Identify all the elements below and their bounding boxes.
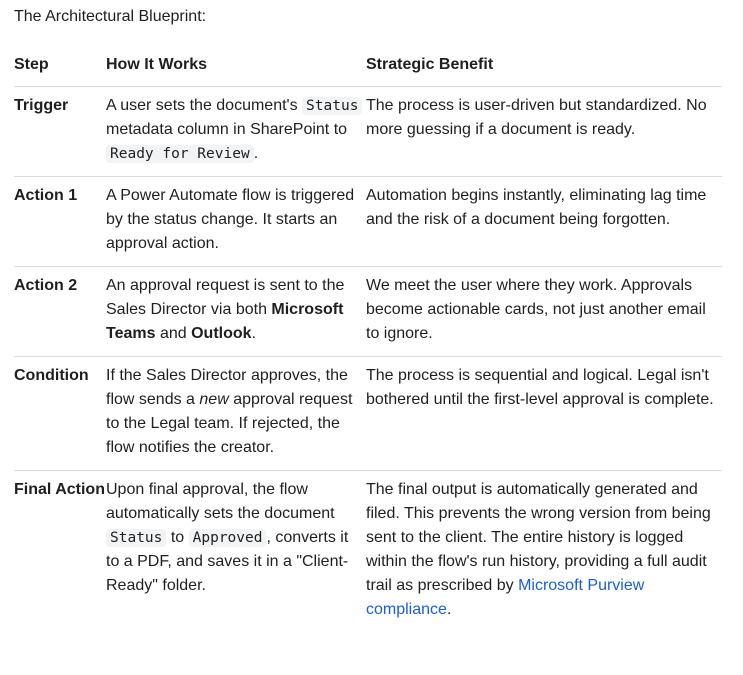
section-heading: The Architectural Blueprint:: [14, 8, 207, 25]
how-text: .: [253, 145, 259, 162]
how-text: and: [155, 325, 192, 342]
how-cell: [106, 357, 366, 471]
benefit-cell: The process is sequential and logical. Legal isn't bothered until the first-level approval is complete.: [366, 357, 722, 471]
bold-microsoft-teams: Microsoft Teams: [106, 301, 344, 342]
how-cell: A Power Automate flow is triggered by the status change. It starts an approval action.: [106, 177, 366, 267]
table-row: [14, 87, 722, 177]
step-cell: Condition: [14, 357, 106, 471]
how-cell: [106, 471, 366, 633]
how-text: , converts it to a PDF, and saves it in a "Client-Ready" folder.: [106, 529, 349, 594]
benefit-cell: We meet the user where they work. Approvals become actionable cards, not just another email to ignore.: [366, 267, 722, 357]
benefit-cell: The process is user-driven but standardized. No more guessing if a document is ready.: [366, 87, 722, 177]
step-cell: Trigger: [14, 87, 106, 177]
how-cell: [106, 87, 366, 177]
header-step: Step: [14, 56, 49, 73]
bold-outlook: Outlook: [191, 325, 252, 342]
step-cell: Action 2: [14, 267, 106, 357]
step-cell: Final Action: [14, 471, 106, 633]
code-ready-for-review: Ready for Review: [106, 145, 254, 163]
benefit-cell: [366, 471, 722, 633]
benefit-text: .: [446, 601, 452, 618]
how-text: metadata column in SharePoint to: [106, 121, 348, 138]
code-status: Status: [106, 529, 166, 547]
code-approved: Approved: [189, 529, 267, 547]
code-status: Status: [302, 97, 362, 115]
how-text: An approval request is sent to the Sales Director via both: [106, 277, 345, 318]
how-text: to: [166, 529, 189, 546]
how-text: .: [251, 325, 256, 342]
purview-compliance-link[interactable]: Microsoft Purview compliance: [366, 577, 645, 618]
how-text: If the Sales Director approves, the flow sends a: [106, 367, 348, 408]
step-cell: Action 1: [14, 177, 106, 267]
table-row: [14, 177, 722, 267]
how-text: A user sets the document's: [106, 97, 303, 114]
table-row: [14, 357, 722, 471]
table-row: [14, 267, 722, 357]
how-text: Upon final approval, the flow automatically sets the document: [106, 481, 335, 522]
how-text: approval request to the Legal team. If rejected, the flow notifies the creator.: [106, 391, 353, 456]
header-strategic-benefit: Strategic Benefit: [366, 56, 494, 73]
header-how-it-works: How It Works: [106, 56, 208, 73]
table-header-row: [14, 53, 722, 87]
blueprint-table: [14, 53, 722, 632]
table-row: [14, 471, 722, 633]
benefit-cell: Automation begins instantly, eliminating lag time and the risk of a document being forgotten.: [366, 177, 722, 267]
italic-new: new: [199, 391, 229, 408]
how-cell: [106, 267, 366, 357]
benefit-text: The final output is automatically generated and filed. This prevents the wrong version from being sent to the client. The entire history is logged within the flow's run history, providing a full audit trail as prescribed by: [366, 481, 711, 594]
